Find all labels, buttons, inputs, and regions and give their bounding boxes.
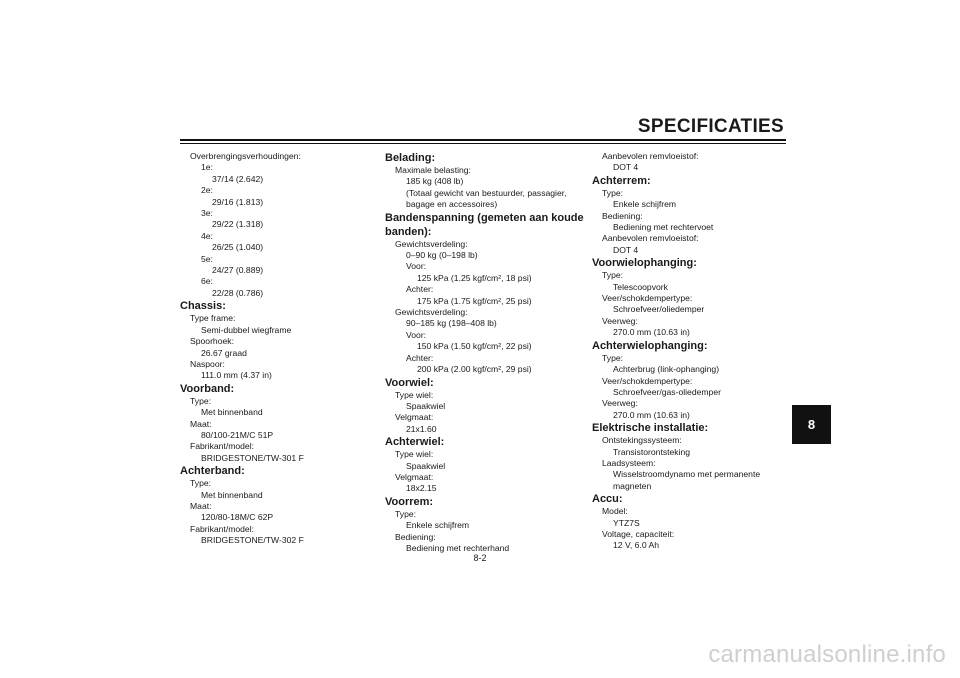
spec-label: Gewichtsverdeling:: [395, 238, 468, 249]
section-heading: Voorwiel:: [385, 376, 434, 389]
section-heading: Achterwiel:: [385, 436, 445, 449]
spec-value: BRIDGESTONE/TW-301 F: [201, 452, 304, 463]
spec-label: Bediening:: [395, 531, 436, 542]
spec-value: magneten: [613, 480, 652, 491]
spec-value: 4e:: [201, 230, 213, 241]
spec-label: Veerweg:: [602, 398, 638, 409]
spec-label: Velgmaat:: [395, 471, 434, 482]
spec-value: Semi-dubbel wiegframe: [201, 324, 292, 335]
spec-value: Spaakwiel: [406, 400, 446, 411]
spec-value: 0–90 kg (0–198 lb): [406, 250, 478, 261]
spec-label: Veerweg:: [602, 315, 638, 326]
section-heading: Voorwielophanging:: [592, 257, 697, 270]
section-heading: Achterrem:: [592, 174, 651, 187]
section-heading: Voorrem:: [385, 495, 434, 508]
spec-value: 29/22 (1.318): [212, 219, 264, 230]
spec-value: 175 kPa (1.75 kgf/cm², 25 psi): [417, 295, 532, 306]
spec-value: bagage en accessoires): [406, 199, 498, 210]
section-heading: Belading:: [385, 152, 436, 164]
spec-label: Velgmaat:: [395, 412, 434, 423]
header-rule: [180, 139, 786, 141]
spec-label: Gewichtsverdeling:: [395, 307, 468, 318]
spec-label: Voltage, capaciteit:: [602, 528, 675, 539]
spec-label: Maximale belasting:: [395, 165, 471, 175]
spec-value: Schroefveer/oliedemper: [613, 304, 705, 315]
spec-value: Achter:: [406, 284, 434, 295]
spec-value: Telescoopvork: [613, 281, 668, 292]
section-heading: Achterwielophanging:: [592, 339, 708, 352]
spec-label: Veer/schokdempertype:: [602, 293, 693, 304]
spec-label: Ontstekingssysteem:: [602, 435, 682, 446]
spec-value: 270.0 mm (10.63 in): [613, 409, 690, 420]
spec-column-1: [180, 151, 360, 547]
spec-label: Type wiel:: [395, 389, 434, 400]
spec-value: DOT 4: [613, 162, 639, 173]
spec-value: 18x2.15: [406, 483, 437, 494]
watermark: carmanualsonline.info: [708, 641, 946, 668]
spec-value: 185 kg (408 lb): [406, 176, 464, 187]
spec-label: Spoorhoek:: [190, 336, 234, 347]
spec-label: Naspoor:: [190, 358, 225, 369]
spec-value: DOT 4: [613, 244, 639, 255]
section-heading: Accu:: [592, 493, 623, 506]
spec-value: Bediening met rechtervoet: [613, 222, 714, 233]
section-heading: Chassis:: [180, 300, 226, 313]
spec-value: Schroefveer/gas-oliedemper: [613, 386, 721, 397]
spec-label: Model:: [602, 506, 628, 517]
spec-value: Enkele schijfrem: [406, 520, 470, 531]
section-heading: banden):: [385, 225, 432, 238]
spec-value: Achter:: [406, 352, 434, 363]
spec-value: Met binnenband: [201, 489, 263, 500]
spec-label: Overbrengingsverhoudingen:: [190, 151, 301, 161]
spec-label: Aanbevolen remvloeistof:: [602, 151, 699, 161]
spec-label: Fabrikant/model:: [190, 441, 255, 452]
section-heading: Voorband:: [180, 382, 235, 395]
spec-value: 120/80-18M/C 62P: [201, 512, 274, 523]
spec-label: Type frame:: [190, 313, 236, 324]
spec-value: 1e:: [201, 162, 213, 173]
spec-value: 200 kPa (2.00 kgf/cm², 29 psi): [417, 364, 532, 375]
section-heading: Achterband:: [180, 465, 245, 478]
spec-value: Bediening met rechterhand: [406, 542, 510, 553]
spec-label: Maat:: [190, 500, 212, 511]
spec-label: Fabrikant/model:: [190, 523, 255, 534]
page-number: 8-2: [473, 553, 487, 563]
header-rule-thin: [180, 143, 786, 144]
spec-value: 150 kPa (1.50 kgf/cm², 22 psi): [417, 341, 532, 352]
spec-label: Type:: [190, 478, 212, 489]
spec-value: Achterbrug (link-ophanging): [613, 364, 720, 375]
spec-value: 37/14 (2.642): [212, 173, 264, 184]
spec-label: Type:: [395, 508, 417, 519]
spec-label: Type:: [602, 187, 624, 198]
spec-value: Enkele schijfrem: [613, 199, 677, 210]
spec-value: 3e:: [201, 208, 213, 219]
spec-value: 80/100-21M/C 51P: [201, 429, 274, 440]
spec-value: 90–185 kg (198–408 lb): [406, 318, 497, 329]
spec-column-2: [385, 151, 585, 554]
spec-value: 26/25 (1.040): [212, 242, 264, 253]
spec-value: 26.67 graad: [201, 347, 247, 358]
spec-column-3: [592, 151, 788, 552]
spec-value: Wisselstroomdynamo met permanente: [613, 469, 761, 480]
spec-value: BRIDGESTONE/TW-302 F: [201, 535, 304, 546]
section-heading: Bandenspanning (gemeten aan koude: [385, 211, 584, 224]
spec-label: Type:: [602, 270, 624, 281]
spec-label: Bediening:: [602, 210, 643, 221]
spec-value: Transistorontsteking: [613, 446, 691, 457]
spec-value: 2e:: [201, 185, 213, 196]
spec-label: Laadsysteem:: [602, 457, 656, 468]
page-title: SPECIFICATIES: [637, 116, 784, 137]
chapter-tab[interactable]: 8: [792, 405, 831, 444]
spec-value: 270.0 mm (10.63 in): [613, 327, 690, 338]
spec-value: 6e:: [201, 276, 213, 287]
spec-label: Veer/schokdempertype:: [602, 375, 693, 386]
spec-value: (Totaal gewicht van bestuurder, passagier,: [406, 187, 567, 198]
spec-value: 12 V, 6.0 Ah: [613, 540, 660, 551]
spec-value: 125 kPa (1.25 kgf/cm², 18 psi): [417, 272, 532, 283]
spec-label: Type:: [602, 352, 624, 363]
spec-value: 111.0 mm (4.37 in): [201, 370, 272, 381]
spec-value: 29/16 (1.813): [212, 196, 264, 207]
spec-label: Maat:: [190, 418, 212, 429]
spec-value: Voor:: [406, 329, 427, 340]
spec-label: Type wiel:: [395, 449, 434, 460]
spec-value: 24/27 (0.889): [212, 265, 264, 276]
spec-value: Met binnenband: [201, 407, 263, 418]
section-heading: Elektrische installatie:: [592, 422, 709, 435]
spec-value: 21x1.60: [406, 423, 437, 434]
spec-value: 22/28 (0.786): [212, 287, 264, 298]
spec-label: Type:: [190, 395, 212, 406]
spec-label: Aanbevolen remvloeistof:: [602, 233, 699, 244]
spec-value: Voor:: [406, 261, 427, 272]
spec-value: Spaakwiel: [406, 460, 446, 471]
spec-value: YTZ7S: [613, 517, 640, 528]
spec-value: 5e:: [201, 253, 213, 264]
